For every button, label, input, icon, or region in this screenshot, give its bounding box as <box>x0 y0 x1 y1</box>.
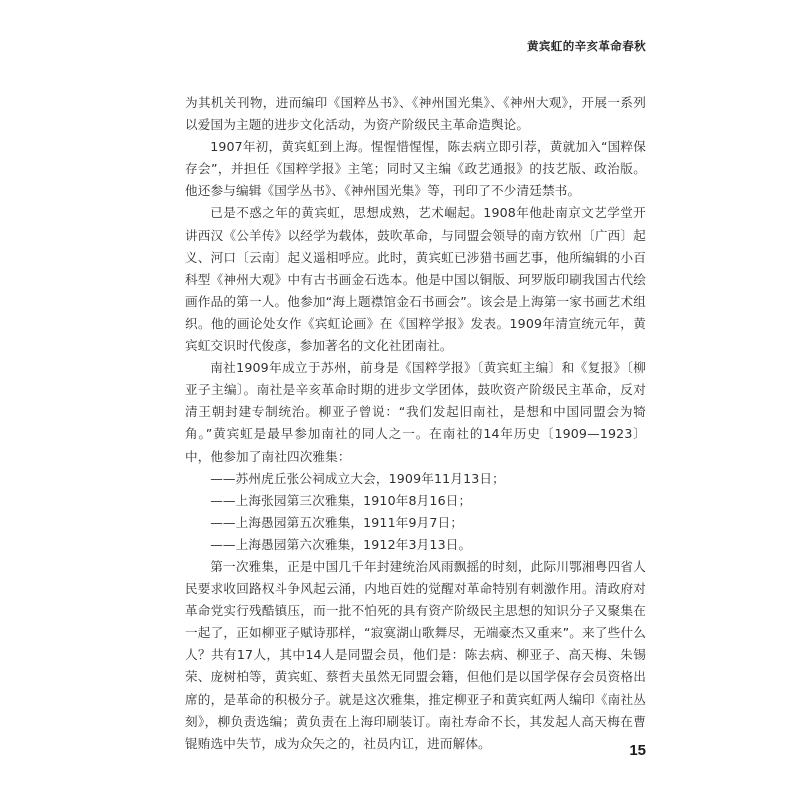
list-item: ——苏州虎丘张公祠成立大会，1909年11月13日； <box>210 470 505 486</box>
list-item: ——上海愚园第六次雅集，1912年3月13日。 <box>210 536 472 552</box>
page-number: 15 <box>629 742 646 759</box>
body-text-column <box>185 92 646 755</box>
yaji-list <box>185 468 646 556</box>
paragraph: 第一次雅集，正是中国几千年封建统治风雨飘摇的时刻，此际川鄂湘粤四省人民要求收回路权斗争风起云涌，内地百姓的觉醒对革命特别有刺激作用。清政府对革命党实行残酷镇压，而一批不怕死的具有资产阶级民主思想的知识分子又聚集在一起了，正如柳亚子赋诗那样，“寂寞湖山歌舞尽，无端豪杰又重来”。来了些什么人？共有17人，其中14人是同盟会员，他们是：陈去病、柳亚子、高天梅、朱锡荣、庞树柏等，黄宾虹、蔡哲夫虽然无同盟会籍，但他们是以国学保存会员资格出席的，是革命的积极分子。就是这次雅集，推定柳亚子和黄宾虹两人编印《南社丛刻》，柳负责选编；黄负责在上海印刷装订。南社寿命不长，其发起人高天梅在曹锟贿选中失节，成为众矢之的，社员内讧，进而解体。 <box>185 558 646 751</box>
list-item: ——上海张园第三次雅集，1910年8月16日； <box>210 492 472 508</box>
list-item: ——上海愚园第五次雅集，1911年9月7日； <box>210 514 464 530</box>
paragraph: 为其机关刊物，进而编印《国粹丛书》、《神州国光集》、《神州大观》，开展一系列以爱国为主题的进步文化活动，为资产阶级民主革命造舆论。 <box>185 95 646 133</box>
running-header: 黄宾虹的辛亥革命春秋 <box>527 39 646 53</box>
paragraph: 南社1909年成立于苏州，前身是《国粹学报》〔黄宾虹主编〕和《复报》〔柳亚子主编〕。南社是辛亥革命时期的进步文学团体，鼓吹资产阶级民主革命，反对清王朝封建专制统治。柳亚子曾说：“我们发起旧南社，是想和中国同盟会为犄角。”黄宾虹是最早参加南社的同人之一。在南社的14年历史〔1909—1923〕中，他参加了南社四次雅集： <box>185 360 646 464</box>
paragraph: 已是不惑之年的黄宾虹，思想成熟，艺术崛起。1908年他赴南京文艺学堂开讲西汉《公羊传》以经学为载体，鼓吹革命，与同盟会领导的南方钦州〔广西〕起义、河口〔云南〕起义遥相呼应。此时，黄宾虹已涉猎书画艺事，他所编辑的小百科型《神州大观》中有古书画金石选本。他是中国以铜版、珂罗版印刷我国古代绘画作品的第一人。他参加“海上题襟馆金石书画会”。该会是上海第一家书画艺术组织。他的画论处女作《宾虹论画》在《国粹学报》发表。1909年清宣统元年，黄宾虹交识时代俊彦，参加著名的文化社团南社。 <box>185 205 646 354</box>
paragraph: 1907年初，黄宾虹到上海。惺惺惜惺惺，陈去病立即引荐，黄就加入“国粹保存会”，并担任《国粹学报》主笔；同时又主编《政艺通报》的技艺版、政治版。他还参与编辑《国学丛书》、《神州国光集》等，刊印了不少清廷禁书。 <box>185 139 646 199</box>
